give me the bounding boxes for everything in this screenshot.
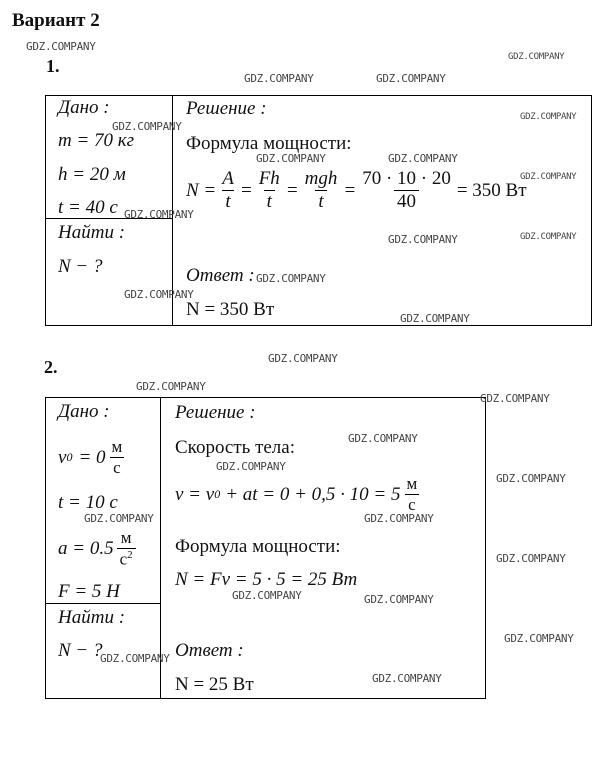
problem-2-given-t: t = 10 с <box>58 492 118 513</box>
numerator: mgh <box>304 168 338 189</box>
numerator: м <box>406 474 418 493</box>
value: a = 0.5 <box>58 537 114 559</box>
watermark: GDZ.COMPANY <box>504 632 574 645</box>
watermark: GDZ.COMPANY <box>232 589 302 602</box>
watermark: GDZ.COMPANY <box>364 593 434 606</box>
watermark: GDZ.COMPANY <box>348 432 418 445</box>
watermark: GDZ.COMPANY <box>136 380 206 393</box>
watermark: GDZ.COMPANY <box>496 472 566 485</box>
subscript: 0 <box>66 450 73 464</box>
watermark: GDZ.COMPANY <box>84 512 154 525</box>
problem-1-find-header: Найти : <box>58 222 126 243</box>
watermark: GDZ.COMPANY <box>112 120 182 133</box>
unit-m-s <box>109 437 126 478</box>
watermark: GDZ.COMPANY <box>216 460 286 473</box>
denominator: t <box>264 190 275 213</box>
problem-1-formula-title: Формула мощности: <box>186 133 352 154</box>
value: = 0 <box>78 446 106 468</box>
problem-1-given-m: m = 70 кг <box>58 130 135 151</box>
problem-2-speed-formula <box>175 474 423 515</box>
superscript: 2 <box>127 549 133 561</box>
watermark: GDZ.COMPANY <box>100 652 170 665</box>
problem-2-given-a <box>58 528 139 570</box>
watermark: GDZ.COMPANY <box>256 272 326 285</box>
var-v: v <box>58 446 67 468</box>
problem-2-answer: N = 25 Вт <box>175 674 254 695</box>
watermark: GDZ.COMPANY <box>388 233 458 246</box>
unit-s: с <box>119 549 128 569</box>
problem-2-given-divider <box>45 603 161 604</box>
problem-1-formula: N = $\frac{A}{t}$ = $\frac{Fh}{t}$ = $\frac{\text{mgh}}{t}$ = $\frac{70 \cdot 10 \cdot 20}{40}$ = 350 Вт <box>186 168 527 212</box>
watermark: GDZ.COMPANY <box>372 672 442 685</box>
watermark: GDZ.COMPANY <box>520 172 577 182</box>
watermark: GDZ.COMPANY <box>480 392 550 405</box>
watermark: GDZ.COMPANY <box>508 52 565 62</box>
numerator: м <box>120 528 132 547</box>
watermark: GDZ.COMPANY <box>256 152 326 165</box>
formula-start: v = v <box>175 483 215 505</box>
fraction-mgh-t <box>302 168 341 213</box>
problem-1-answer-header: Ответ : <box>186 265 255 286</box>
fraction-numeric <box>359 168 454 213</box>
problem-2-power-title: Формула мощности: <box>175 536 341 557</box>
watermark: GDZ.COMPANY <box>268 352 338 365</box>
denominator: t <box>315 190 326 213</box>
problem-1-given-t: t = 40 с <box>58 197 118 218</box>
denominator <box>117 548 136 570</box>
denominator: 40 <box>394 190 419 213</box>
problem-2-number: 2. <box>44 357 58 377</box>
page-title: Вариант 2 <box>12 10 100 31</box>
problem-1-answer: N = 350 Вт <box>186 299 275 320</box>
unit-m-s <box>404 474 421 515</box>
subscript: 0 <box>214 487 221 501</box>
formula-rest: + at = 0 + 0,5 · 10 = 5 <box>225 483 401 505</box>
watermark: GDZ.COMPANY <box>388 152 458 165</box>
formula-lhs: N = <box>186 179 217 201</box>
numerator: Fh <box>258 168 280 189</box>
watermark: GDZ.COMPANY <box>376 72 446 85</box>
problem-2-find: N − ? <box>58 640 103 661</box>
watermark: GDZ.COMPANY <box>496 552 566 565</box>
formula-result: = 350 Вт <box>456 179 527 201</box>
denominator: с <box>405 494 419 515</box>
watermark: GDZ.COMPANY <box>520 232 577 242</box>
problem-2-answer-header: Ответ : <box>175 640 244 661</box>
problem-2-find-header: Найти : <box>58 607 126 628</box>
watermark: GDZ.COMPANY <box>26 40 96 53</box>
problem-1-number: 1. <box>46 56 60 76</box>
problem-2-given-f: F = 5 Н <box>58 581 120 602</box>
numerator: 70 · 10 · 20 <box>362 168 451 189</box>
watermark: GDZ.COMPANY <box>124 288 194 301</box>
problem-2-given-header: Дано : <box>58 401 110 422</box>
watermark: GDZ.COMPANY <box>244 72 314 85</box>
problem-2-speed-title: Скорость тела: <box>175 437 295 458</box>
denominator: с <box>110 457 124 478</box>
watermark: GDZ.COMPANY <box>520 112 577 122</box>
watermark: GDZ.COMPANY <box>364 512 434 525</box>
numerator: A <box>222 168 234 189</box>
problem-1-find: N − ? <box>58 256 103 277</box>
fraction-a-t <box>219 168 237 213</box>
watermark: GDZ.COMPANY <box>124 208 194 221</box>
problem-2-given-v0 <box>58 437 128 478</box>
denominator: t <box>222 190 233 213</box>
problem-1-solution-header: Решение : <box>186 98 267 119</box>
problem-1-given-header: Дано : <box>58 97 110 118</box>
problem-2-solution-header: Решение : <box>175 402 256 423</box>
problem-2-power-formula: N = Fv = 5 · 5 = 25 Вт <box>175 569 358 590</box>
problem-1-given-h: h = 20 м <box>58 164 126 185</box>
unit-m-s2 <box>117 528 136 570</box>
numerator: м <box>111 437 123 456</box>
fraction-fh-t <box>256 168 283 213</box>
watermark: GDZ.COMPANY <box>400 312 470 325</box>
